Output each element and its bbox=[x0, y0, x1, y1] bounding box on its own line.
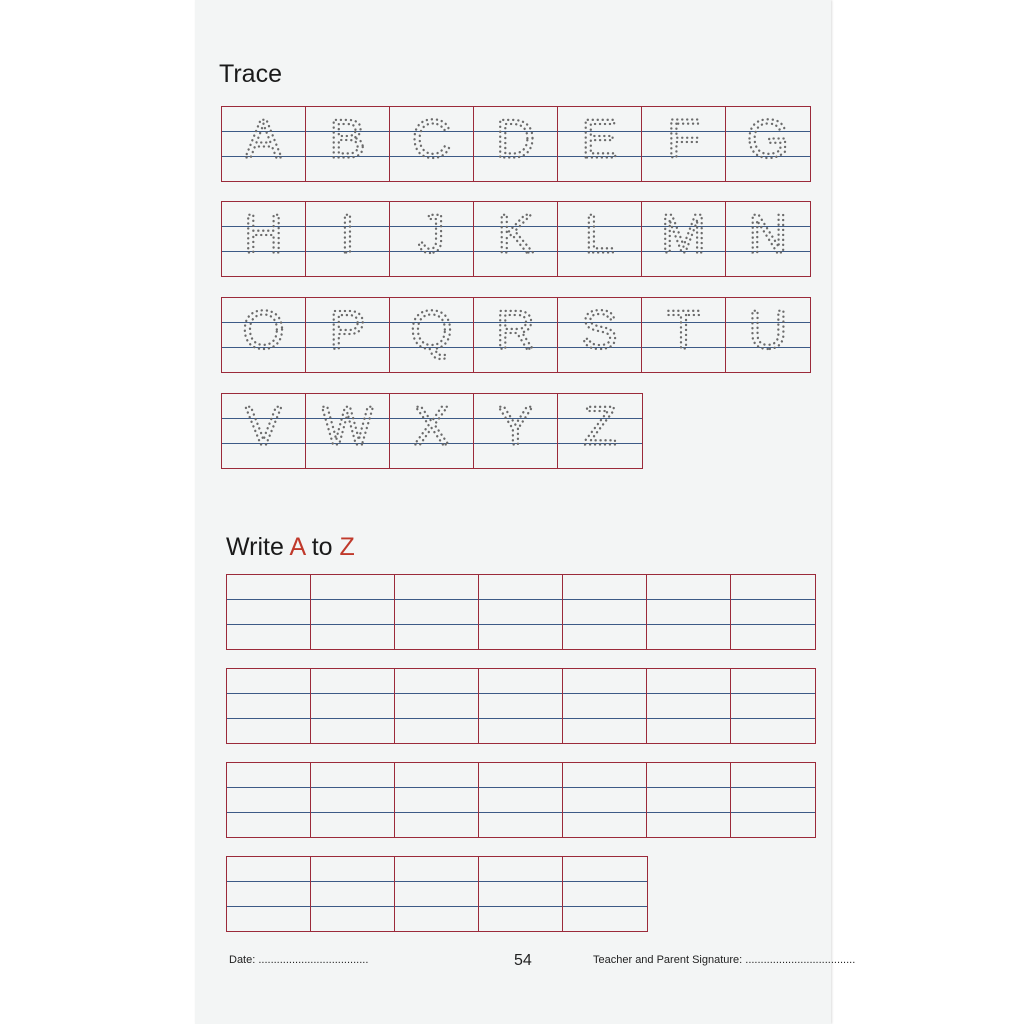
dotted-letter: F bbox=[666, 108, 701, 170]
dotted-letter: O bbox=[242, 299, 285, 361]
trace-row bbox=[221, 393, 643, 469]
trace-cell[interactable] bbox=[558, 107, 642, 181]
write-cell[interactable] bbox=[227, 763, 311, 837]
write-cell[interactable] bbox=[731, 763, 815, 837]
trace-cell[interactable] bbox=[558, 394, 642, 468]
guide-line bbox=[395, 718, 478, 719]
guide-line bbox=[563, 881, 647, 882]
trace-cell[interactable] bbox=[474, 107, 558, 181]
dotted-letter: C bbox=[411, 108, 452, 170]
trace-cell[interactable] bbox=[474, 394, 558, 468]
guide-line bbox=[227, 693, 310, 694]
dotted-letter: N bbox=[748, 203, 788, 265]
guide-line bbox=[227, 718, 310, 719]
guide-line bbox=[647, 624, 730, 625]
trace-cell[interactable] bbox=[726, 298, 810, 372]
dotted-letter: A bbox=[245, 108, 282, 170]
guide-line bbox=[647, 693, 730, 694]
trace-cell[interactable] bbox=[558, 298, 642, 372]
dotted-letter: Z bbox=[583, 395, 617, 457]
trace-cell[interactable] bbox=[390, 202, 474, 276]
dotted-letter: E bbox=[581, 108, 618, 170]
guide-line bbox=[563, 599, 646, 600]
write-cell[interactable] bbox=[311, 857, 395, 931]
write-cell[interactable] bbox=[563, 763, 647, 837]
guide-line bbox=[227, 624, 310, 625]
guide-line bbox=[227, 881, 310, 882]
guide-line bbox=[647, 718, 730, 719]
write-cell[interactable] bbox=[395, 857, 479, 931]
write-cell[interactable] bbox=[227, 857, 311, 931]
guide-line bbox=[731, 624, 815, 625]
trace-row bbox=[221, 106, 811, 182]
dotted-letter: X bbox=[413, 395, 450, 457]
write-cell[interactable] bbox=[311, 763, 395, 837]
guide-line bbox=[311, 693, 394, 694]
dotted-letter: H bbox=[243, 203, 284, 265]
trace-cell[interactable] bbox=[474, 202, 558, 276]
write-row bbox=[226, 668, 816, 744]
guide-line bbox=[647, 599, 730, 600]
trace-cell[interactable] bbox=[222, 298, 306, 372]
dotted-letter: W bbox=[321, 395, 374, 457]
dotted-letter: L bbox=[584, 203, 615, 265]
write-cell[interactable] bbox=[731, 575, 815, 649]
trace-row bbox=[221, 297, 811, 373]
write-cell[interactable] bbox=[563, 669, 647, 743]
dotted-letter: B bbox=[329, 108, 366, 170]
dotted-letter: S bbox=[581, 299, 618, 361]
guide-line bbox=[647, 787, 730, 788]
trace-cell[interactable] bbox=[726, 202, 810, 276]
guide-line bbox=[311, 787, 394, 788]
guide-line bbox=[563, 718, 646, 719]
write-cell[interactable] bbox=[563, 857, 647, 931]
trace-cell[interactable] bbox=[306, 298, 390, 372]
trace-cell[interactable] bbox=[222, 394, 306, 468]
trace-row bbox=[221, 201, 811, 277]
guide-line bbox=[731, 718, 815, 719]
guide-line bbox=[227, 599, 310, 600]
trace-cell[interactable] bbox=[642, 107, 726, 181]
write-row bbox=[226, 856, 648, 932]
dotted-letter: Q bbox=[410, 299, 453, 361]
dotted-letter: J bbox=[417, 203, 446, 265]
guide-line bbox=[227, 787, 310, 788]
guide-line bbox=[395, 812, 478, 813]
write-cell[interactable] bbox=[479, 857, 563, 931]
trace-cell[interactable] bbox=[474, 298, 558, 372]
dotted-letter: Y bbox=[497, 395, 534, 457]
trace-cell[interactable] bbox=[642, 202, 726, 276]
guide-line bbox=[479, 787, 562, 788]
dotted-letter: I bbox=[339, 203, 356, 265]
guide-line bbox=[395, 881, 478, 882]
guide-line bbox=[731, 787, 815, 788]
guide-line bbox=[227, 812, 310, 813]
write-row bbox=[226, 574, 816, 650]
guide-line bbox=[395, 906, 478, 907]
guide-line bbox=[479, 881, 562, 882]
guide-line bbox=[227, 906, 310, 907]
guide-line bbox=[731, 812, 815, 813]
trace-cell[interactable] bbox=[306, 107, 390, 181]
guide-line bbox=[479, 624, 562, 625]
dotted-letter: K bbox=[497, 203, 534, 265]
write-cell[interactable] bbox=[227, 575, 311, 649]
guide-line bbox=[311, 718, 394, 719]
guide-line bbox=[311, 599, 394, 600]
guide-line bbox=[647, 812, 730, 813]
guide-line bbox=[311, 812, 394, 813]
guide-line bbox=[563, 812, 646, 813]
guide-line bbox=[395, 693, 478, 694]
trace-cell[interactable] bbox=[306, 202, 390, 276]
trace-cell[interactable] bbox=[390, 394, 474, 468]
dotted-letter: U bbox=[748, 299, 788, 361]
write-cell[interactable] bbox=[647, 669, 731, 743]
write-cell[interactable] bbox=[311, 575, 395, 649]
write-cell[interactable] bbox=[227, 669, 311, 743]
dotted-letter: D bbox=[495, 108, 536, 170]
guide-line bbox=[563, 624, 646, 625]
dotted-letter: M bbox=[660, 203, 707, 265]
dotted-letter: R bbox=[495, 299, 536, 361]
guide-line bbox=[731, 599, 815, 600]
write-cell[interactable] bbox=[731, 669, 815, 743]
dotted-letter: T bbox=[666, 299, 701, 361]
guide-line bbox=[395, 624, 478, 625]
date-field: Date: .................................... bbox=[229, 954, 369, 966]
guide-line bbox=[395, 599, 478, 600]
guide-line bbox=[563, 693, 646, 694]
guide-line bbox=[731, 693, 815, 694]
write-cell[interactable] bbox=[647, 763, 731, 837]
guide-line bbox=[311, 624, 394, 625]
write-row bbox=[226, 762, 816, 838]
trace-heading: Trace bbox=[219, 60, 282, 88]
write-cell[interactable] bbox=[395, 575, 479, 649]
guide-line bbox=[479, 718, 562, 719]
guide-line bbox=[479, 693, 562, 694]
signature-field: Teacher and Parent Signature: .................................... bbox=[593, 954, 856, 966]
trace-cell[interactable] bbox=[306, 394, 390, 468]
write-cell[interactable] bbox=[563, 575, 647, 649]
guide-line bbox=[395, 787, 478, 788]
trace-cell[interactable] bbox=[390, 107, 474, 181]
write-cell[interactable] bbox=[647, 575, 731, 649]
trace-cell[interactable] bbox=[558, 202, 642, 276]
dotted-letter: V bbox=[245, 395, 282, 457]
guide-line bbox=[311, 881, 394, 882]
page-number: 54 bbox=[514, 952, 532, 969]
write-cell[interactable] bbox=[395, 669, 479, 743]
trace-cell[interactable] bbox=[390, 298, 474, 372]
trace-cell[interactable] bbox=[222, 107, 306, 181]
write-heading: Write A to Z bbox=[226, 533, 355, 561]
write-cell[interactable] bbox=[311, 669, 395, 743]
guide-line bbox=[563, 787, 646, 788]
guide-line bbox=[479, 599, 562, 600]
trace-cell[interactable] bbox=[726, 107, 810, 181]
guide-line bbox=[479, 906, 562, 907]
write-cell[interactable] bbox=[395, 763, 479, 837]
guide-line bbox=[311, 906, 394, 907]
trace-cell[interactable] bbox=[642, 298, 726, 372]
dotted-letter: P bbox=[329, 299, 366, 361]
guide-line bbox=[479, 812, 562, 813]
write-cell[interactable] bbox=[479, 669, 563, 743]
write-cell[interactable] bbox=[479, 763, 563, 837]
trace-cell[interactable] bbox=[222, 202, 306, 276]
write-cell[interactable] bbox=[479, 575, 563, 649]
dotted-letter: G bbox=[746, 108, 790, 170]
guide-line bbox=[563, 906, 647, 907]
